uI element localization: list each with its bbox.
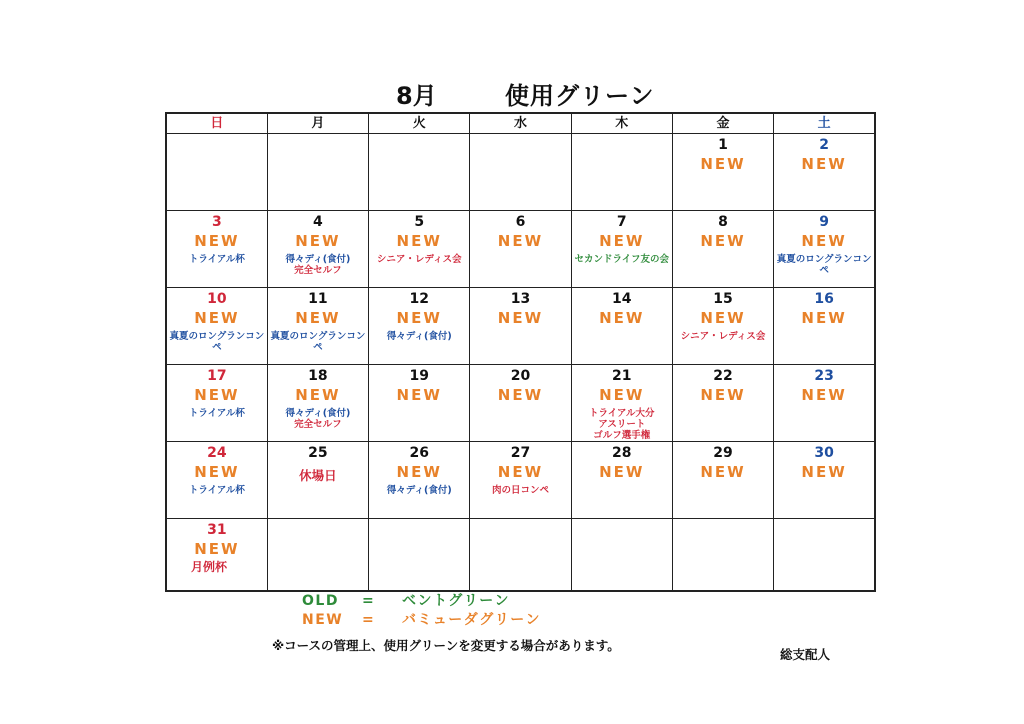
day-cell — [267, 211, 368, 288]
week-row — [166, 519, 875, 592]
green-type-new: NEW — [599, 309, 645, 327]
day-cell — [267, 134, 368, 211]
day-cell — [571, 211, 672, 288]
green-type-new: NEW — [396, 309, 442, 327]
day-number: 13 — [510, 291, 531, 307]
event-label: 真夏のロングランコンペ — [270, 331, 366, 353]
day-cell — [571, 519, 672, 592]
weekday-tue: 火 — [369, 113, 470, 134]
green-type-new: NEW — [497, 463, 544, 481]
day-number: 25 — [308, 445, 328, 461]
event-label: トライアル杯 — [188, 254, 245, 265]
day-cell — [267, 365, 368, 442]
green-type-new: NEW — [801, 309, 847, 327]
weekday-header-row — [166, 113, 875, 134]
legend-old-eq: = — [362, 593, 376, 609]
green-type-new: NEW — [497, 232, 544, 250]
day-cell — [369, 519, 470, 592]
day-number: 29 — [713, 445, 733, 461]
day-cell — [571, 442, 672, 519]
green-type-new: NEW — [700, 463, 746, 481]
event-label: トライアル大分 — [588, 408, 655, 419]
event-label: 肉の日コンペ — [491, 485, 549, 496]
calendar-title — [0, 76, 1024, 110]
day-cell — [369, 211, 470, 288]
day-number: 16 — [814, 291, 834, 307]
day-number: 11 — [308, 291, 328, 307]
day-cell — [166, 519, 267, 592]
day-cell — [470, 519, 571, 592]
event-label: 真夏のロングランコンペ — [169, 331, 265, 353]
legend-old-key: OLD — [302, 593, 339, 609]
legend-new — [302, 609, 541, 629]
green-type-new: NEW — [801, 232, 847, 250]
event-label: 完全セルフ — [294, 419, 342, 430]
day-number: 20 — [510, 368, 531, 384]
event-label: シニア・レディス会 — [680, 331, 766, 342]
event-label: 得々ディ(食付) — [285, 408, 351, 419]
green-type-new: NEW — [194, 232, 240, 250]
footnote: ※コースの管理上、使用グリーンを変更する場合があります。 — [272, 638, 620, 653]
title-month: 8月 — [396, 82, 437, 110]
day-cell — [470, 442, 571, 519]
week-row — [166, 365, 875, 442]
day-cell — [166, 288, 267, 365]
day-cell — [369, 365, 470, 442]
calendar-table — [165, 112, 876, 592]
day-cell — [267, 288, 368, 365]
day-number: 18 — [308, 368, 328, 384]
weekday-thu: 木 — [571, 113, 672, 134]
event-label: 得々ディ(食付) — [285, 254, 351, 265]
day-cell — [672, 442, 773, 519]
event-label: セカンドライフ友の会 — [574, 254, 669, 265]
day-cell — [166, 365, 267, 442]
day-number: 8 — [718, 214, 728, 230]
green-type-new: NEW — [497, 309, 544, 327]
day-number: 10 — [207, 291, 227, 307]
green-type-new: NEW — [295, 309, 341, 327]
green-type-new: NEW — [396, 463, 442, 481]
weekday-sat: 土 — [774, 113, 875, 134]
week-row — [166, 442, 875, 519]
event-label: シニア・レディス会 — [376, 254, 462, 265]
day-number: 2 — [819, 137, 829, 153]
day-number: 27 — [510, 445, 531, 461]
green-type-new: NEW — [295, 386, 341, 404]
day-cell — [672, 211, 773, 288]
day-cell — [774, 211, 875, 288]
day-number: 7 — [616, 214, 627, 230]
day-cell — [267, 519, 368, 592]
day-cell — [774, 519, 875, 592]
legend-new-value: バミューダグリーン — [402, 612, 541, 628]
green-type-new: NEW — [700, 232, 746, 250]
green-type-new: NEW — [194, 386, 240, 404]
day-number: 4 — [313, 214, 323, 230]
day-cell — [774, 134, 875, 211]
day-number: 30 — [814, 445, 834, 461]
event-label: 真夏のロングランコンペ — [776, 254, 872, 276]
day-number: 21 — [612, 368, 632, 384]
green-type-new: NEW — [801, 386, 847, 404]
day-number: 26 — [409, 445, 429, 461]
event-label: ゴルフ選手権 — [593, 430, 651, 441]
weekday-sun: 日 — [166, 113, 267, 134]
day-number: 6 — [515, 214, 526, 230]
day-number: 24 — [207, 445, 227, 461]
day-cell — [672, 519, 773, 592]
weekday-fri: 金 — [672, 113, 773, 134]
day-cell — [369, 134, 470, 211]
weekday-mon: 月 — [267, 113, 368, 134]
day-number: 5 — [414, 214, 425, 230]
day-number: 15 — [713, 291, 733, 307]
event-label: 完全セルフ — [294, 265, 342, 276]
legend-old — [302, 590, 510, 610]
week-row — [166, 211, 875, 288]
day-cell — [470, 365, 571, 442]
legend-new-eq: = — [362, 612, 376, 628]
day-number: 9 — [819, 214, 829, 230]
day-cell — [470, 134, 571, 211]
green-type-new: NEW — [396, 232, 442, 250]
signature: 総支配人 — [780, 647, 831, 662]
day-cell — [166, 211, 267, 288]
day-cell — [166, 134, 267, 211]
day-number: 1 — [718, 137, 728, 153]
green-type-new: NEW — [801, 155, 847, 173]
day-cell — [470, 211, 571, 288]
day-cell — [672, 134, 773, 211]
day-number: 28 — [612, 445, 632, 461]
day-number: 31 — [207, 522, 227, 538]
day-number: 19 — [409, 368, 429, 384]
green-type-new: NEW — [194, 463, 240, 481]
day-number: 12 — [409, 291, 429, 307]
green-type-new: NEW — [700, 155, 746, 173]
event-label: 月例杯 — [191, 560, 228, 574]
green-type-new: NEW — [396, 386, 442, 404]
day-cell — [571, 134, 672, 211]
week-row — [166, 288, 875, 365]
day-cell — [774, 288, 875, 365]
green-type-new: NEW — [599, 386, 645, 404]
day-number: 17 — [207, 368, 227, 384]
green-type-new: NEW — [700, 309, 746, 327]
day-cell — [571, 288, 672, 365]
legend-new-key: NEW — [302, 612, 344, 628]
calendar-body — [166, 134, 875, 592]
event-label: 得々ディ(食付) — [386, 331, 452, 342]
event-label: トライアル杯 — [188, 408, 245, 419]
event-label: トライアル杯 — [188, 485, 245, 496]
day-number: 22 — [713, 368, 733, 384]
event-label: 休場日 — [299, 468, 337, 483]
day-cell — [672, 288, 773, 365]
green-type-new: NEW — [194, 309, 240, 327]
day-number: 23 — [814, 368, 834, 384]
green-type-new: NEW — [801, 463, 847, 481]
event-label: 得々ディ(食付) — [386, 485, 452, 496]
green-type-new: NEW — [295, 232, 341, 250]
day-cell — [369, 442, 470, 519]
green-type-new: NEW — [194, 540, 240, 558]
legend-old-value: ベントグリーン — [402, 593, 510, 609]
green-type-new: NEW — [599, 463, 645, 481]
green-type-new: NEW — [599, 232, 645, 250]
day-cell — [672, 365, 773, 442]
day-cell — [774, 442, 875, 519]
day-number: 3 — [212, 214, 222, 230]
event-label: アスリート — [598, 419, 646, 430]
weekday-wed: 水 — [470, 113, 571, 134]
week-row — [166, 134, 875, 211]
day-number: 14 — [612, 291, 632, 307]
green-type-new: NEW — [700, 386, 746, 404]
day-cell — [571, 365, 672, 442]
title-name: 使用グリーン — [505, 82, 655, 110]
day-cell — [470, 288, 571, 365]
day-cell — [774, 365, 875, 442]
green-type-new: NEW — [497, 386, 544, 404]
day-cell — [166, 442, 267, 519]
day-cell — [369, 288, 470, 365]
day-cell — [267, 442, 368, 519]
